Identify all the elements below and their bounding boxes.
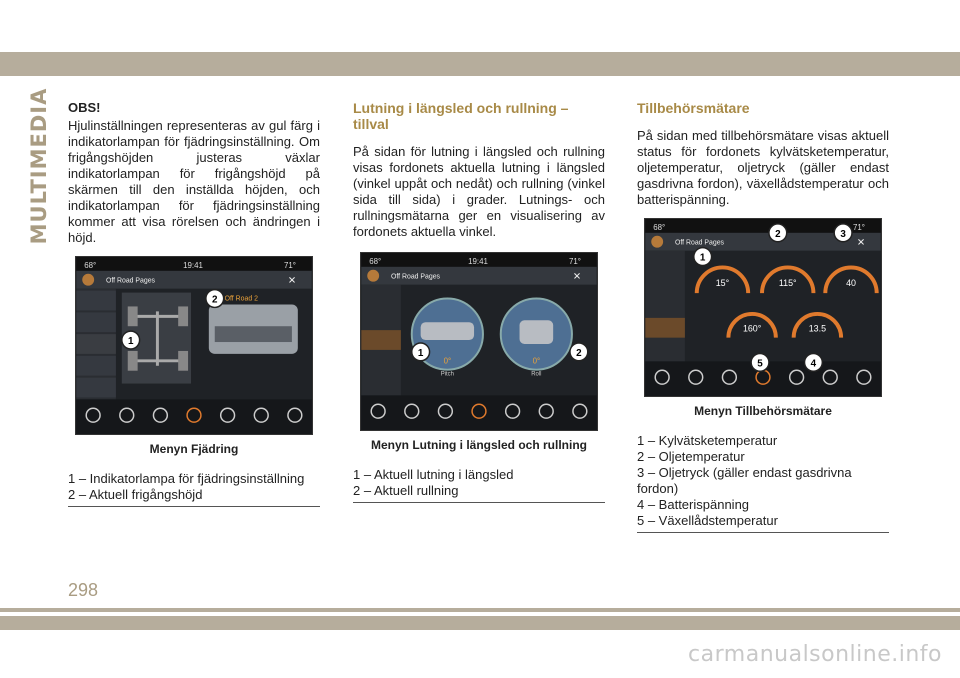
column-1: [68, 100, 320, 507]
bottom-band-line: [0, 608, 960, 612]
legend-item-2: 2 – Aktuell frigångshöjd: [68, 487, 203, 502]
pitch-label: Pitch: [440, 371, 454, 378]
callout-3: 3: [840, 228, 846, 240]
screen-temp-right: 71°: [852, 222, 865, 232]
top-band-bar: [0, 52, 960, 76]
note-text: Hjulinställningen representeras av gul färg i indikatorlampan för fjädringsinställning. Om frigångshöjden justeras växlar indikatorlampan för frigångshöjd på skärmen till den inställda höjden, och indikatorlampan för fjädringsinställning kommer att visa rörelsen och ändringen i höjd.: [68, 118, 320, 245]
callout-4: 4: [810, 358, 817, 370]
suspension-screen-figure: [75, 256, 313, 435]
callout-5: 5: [757, 358, 763, 370]
legend-item-2: 2 – Oljetemperatur: [637, 449, 745, 464]
legend-divider: [637, 532, 889, 533]
suspension-screen-svg: [76, 257, 312, 434]
legend-item-3: 3 – Oljetryck (gäller endast gasdrivna fordon): [637, 465, 852, 496]
section-title-accessory-gauges: Tillbehörsmätare: [637, 100, 750, 116]
side-tab: [26, 87, 52, 245]
figure-legend: [637, 433, 889, 533]
figure-caption: Menyn Tillbehörsmätare: [694, 404, 832, 418]
note-title: OBS!: [68, 100, 101, 115]
figure-caption: Menyn Fjädring: [149, 442, 239, 456]
callout-1: 1: [417, 347, 424, 359]
pitch-roll-screen-svg: [361, 253, 597, 430]
legend-divider: [353, 502, 605, 503]
gauge-battery-value: 13.5: [808, 323, 827, 334]
bottom-band-bar: [0, 616, 960, 630]
screen-temp-right: 71°: [283, 260, 296, 270]
gauge-oil-temp-value: 115°: [778, 278, 797, 289]
gauge-trans-temp-value: 160°: [742, 323, 762, 334]
close-icon[interactable]: ✕: [856, 237, 866, 249]
callout-1: 1: [127, 336, 134, 348]
screen-temp-left: 68°: [84, 260, 97, 270]
legend-item-1: 1 – Aktuell lutning i längsled: [353, 467, 514, 482]
legend-item-1: 1 – Indikatorlampa för fjädringsinställning: [68, 471, 305, 486]
side-tab-label: MULTIMEDIA: [27, 87, 51, 245]
close-icon[interactable]: ✕: [287, 275, 297, 287]
gauge-oil-pressure-value: 40: [846, 278, 856, 289]
roll-value: 0°: [532, 356, 541, 366]
figure-legend: [68, 471, 320, 507]
figure-legend: [353, 467, 605, 503]
column-2: [353, 100, 605, 503]
page-number: 298: [68, 580, 99, 600]
gauge-coolant-value: 15°: [715, 278, 730, 289]
screen-time: 19:41: [183, 260, 203, 270]
callout-2: 2: [212, 294, 218, 306]
screen-temp-right: 71°: [568, 256, 581, 266]
figure-caption: Menyn Lutning i längsled och rullning: [371, 438, 587, 452]
screen-header: Off Road Pages: [390, 273, 441, 281]
pitch-value: 0°: [443, 356, 452, 366]
legend-divider: [68, 506, 320, 507]
close-icon[interactable]: ✕: [572, 271, 582, 283]
off-road-level: Off Road 2: [224, 295, 258, 303]
bottom-band: [0, 608, 960, 678]
column-3: [637, 100, 889, 533]
section-title-pitch-roll: Lutning i längsled och rullning – tillval: [353, 100, 569, 132]
roll-label: Roll: [531, 371, 542, 378]
callout-2: 2: [576, 347, 582, 359]
watermark: carmanualsonline.info: [688, 642, 942, 667]
legend-item-4: 4 – Batterispänning: [637, 497, 750, 512]
legend-item-1: 1 – Kylvätsketemperatur: [637, 433, 778, 448]
pitch-roll-screen-figure: [360, 252, 598, 431]
accessory-gauges-screen-svg: [645, 219, 881, 396]
callout-2: 2: [775, 228, 781, 240]
section-text-pitch-roll: På sidan för lutning i längsled och rullning visas fordonets aktuella lutning i längsled (vinkel uppåt och nedåt) och rullning (vinkel sida till sida) i grader. Lutnings- och rullningsmätarna ger en visualisering av fordonets aktuella vinkel.: [353, 144, 605, 239]
screen-time: 19:41: [468, 256, 488, 266]
screen-temp-left: 68°: [369, 256, 382, 266]
accessory-gauges-screen-figure: [644, 218, 882, 397]
screen-temp-left: 68°: [653, 222, 666, 232]
screen-header: Off Road Pages: [105, 277, 156, 285]
callout-1: 1: [699, 252, 706, 264]
screen-header: Off Road Pages: [674, 239, 725, 247]
top-band: [0, 0, 960, 52]
section-text-accessory-gauges: På sidan med tillbehörsmätare visas aktuell status för fordonets kylvätsketemperatur, oljetemperatur, oljetryck (gäller endast gasdrivna fordon), växellådstemperatur och batterispänning.: [637, 128, 889, 207]
legend-item-2: 2 – Aktuell rullning: [353, 483, 459, 498]
legend-item-5: 5 – Växellådstemperatur: [637, 513, 778, 528]
